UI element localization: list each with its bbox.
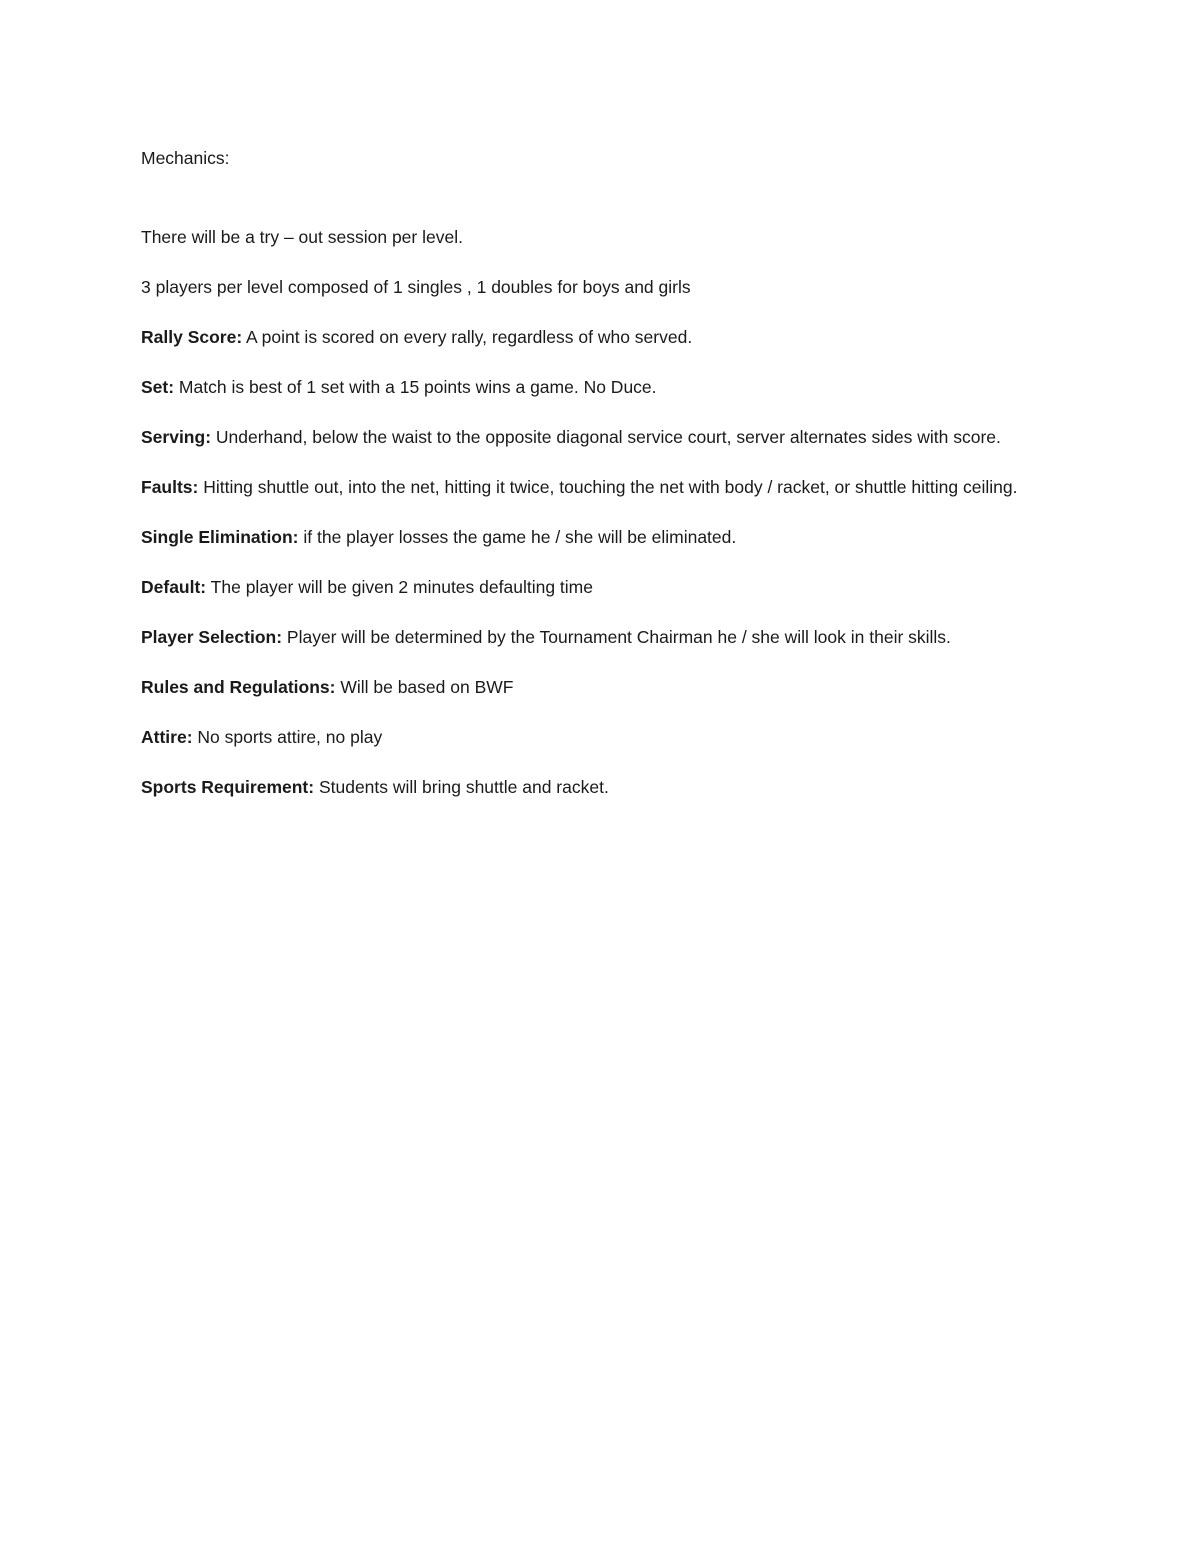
rule-term: Serving: [141,427,212,447]
section-heading: Mechanics: [141,148,230,168]
rule-text: Match is best of 1 set with a 15 points wins a game. No Duce. [174,377,657,397]
rule-term: Set: [141,377,175,397]
rule-text: Underhand, below the waist to the opposite diagonal service court, server alternates sides with score. [211,427,1001,447]
rule-player-selection [141,622,1071,652]
rule-single-elimination [141,522,1071,552]
rule-faults [141,472,1071,502]
rule-term: Sports Requirement: [141,777,315,797]
rule-text: if the player losses the game he / she will be eliminated. [298,527,737,547]
rule-attire [141,722,1071,752]
intro-players: 3 players per level composed of 1 singles , 1 doubles for boys and girls [141,277,691,297]
document-body [141,143,1071,822]
intro-tryout: There will be a try – out session per level. [141,227,463,247]
rule-term: Rally Score: [141,327,243,347]
rule-set [141,372,1071,402]
rule-text: Hitting shuttle out, into the net, hitting it twice, touching the net with body / racket, or shuttle hitting ceiling. [198,477,1018,497]
rule-term: Player Selection: [141,627,283,647]
rule-term: Single Elimination: [141,527,299,547]
rule-text: The player will be given 2 minutes defaulting time [206,577,593,597]
rule-rally-score [141,322,1071,352]
rule-term: Attire: [141,727,193,747]
rule-term: Default: [141,577,207,597]
rule-serving [141,422,1071,452]
rule-text: Player will be determined by the Tournament Chairman he / she will look in their skills. [282,627,951,647]
rule-term: Faults: [141,477,199,497]
rule-rules-and-regulations [141,672,1071,702]
rule-text: No sports attire, no play [192,727,383,747]
rule-text: Students will bring shuttle and racket. [314,777,609,797]
rule-term: Rules and Regulations: [141,677,336,697]
rule-default [141,572,1071,602]
rule-sports-requirement [141,772,1071,802]
rule-text: A point is scored on every rally, regardless of who served. [242,327,693,347]
rule-text: Will be based on BWF [335,677,514,697]
